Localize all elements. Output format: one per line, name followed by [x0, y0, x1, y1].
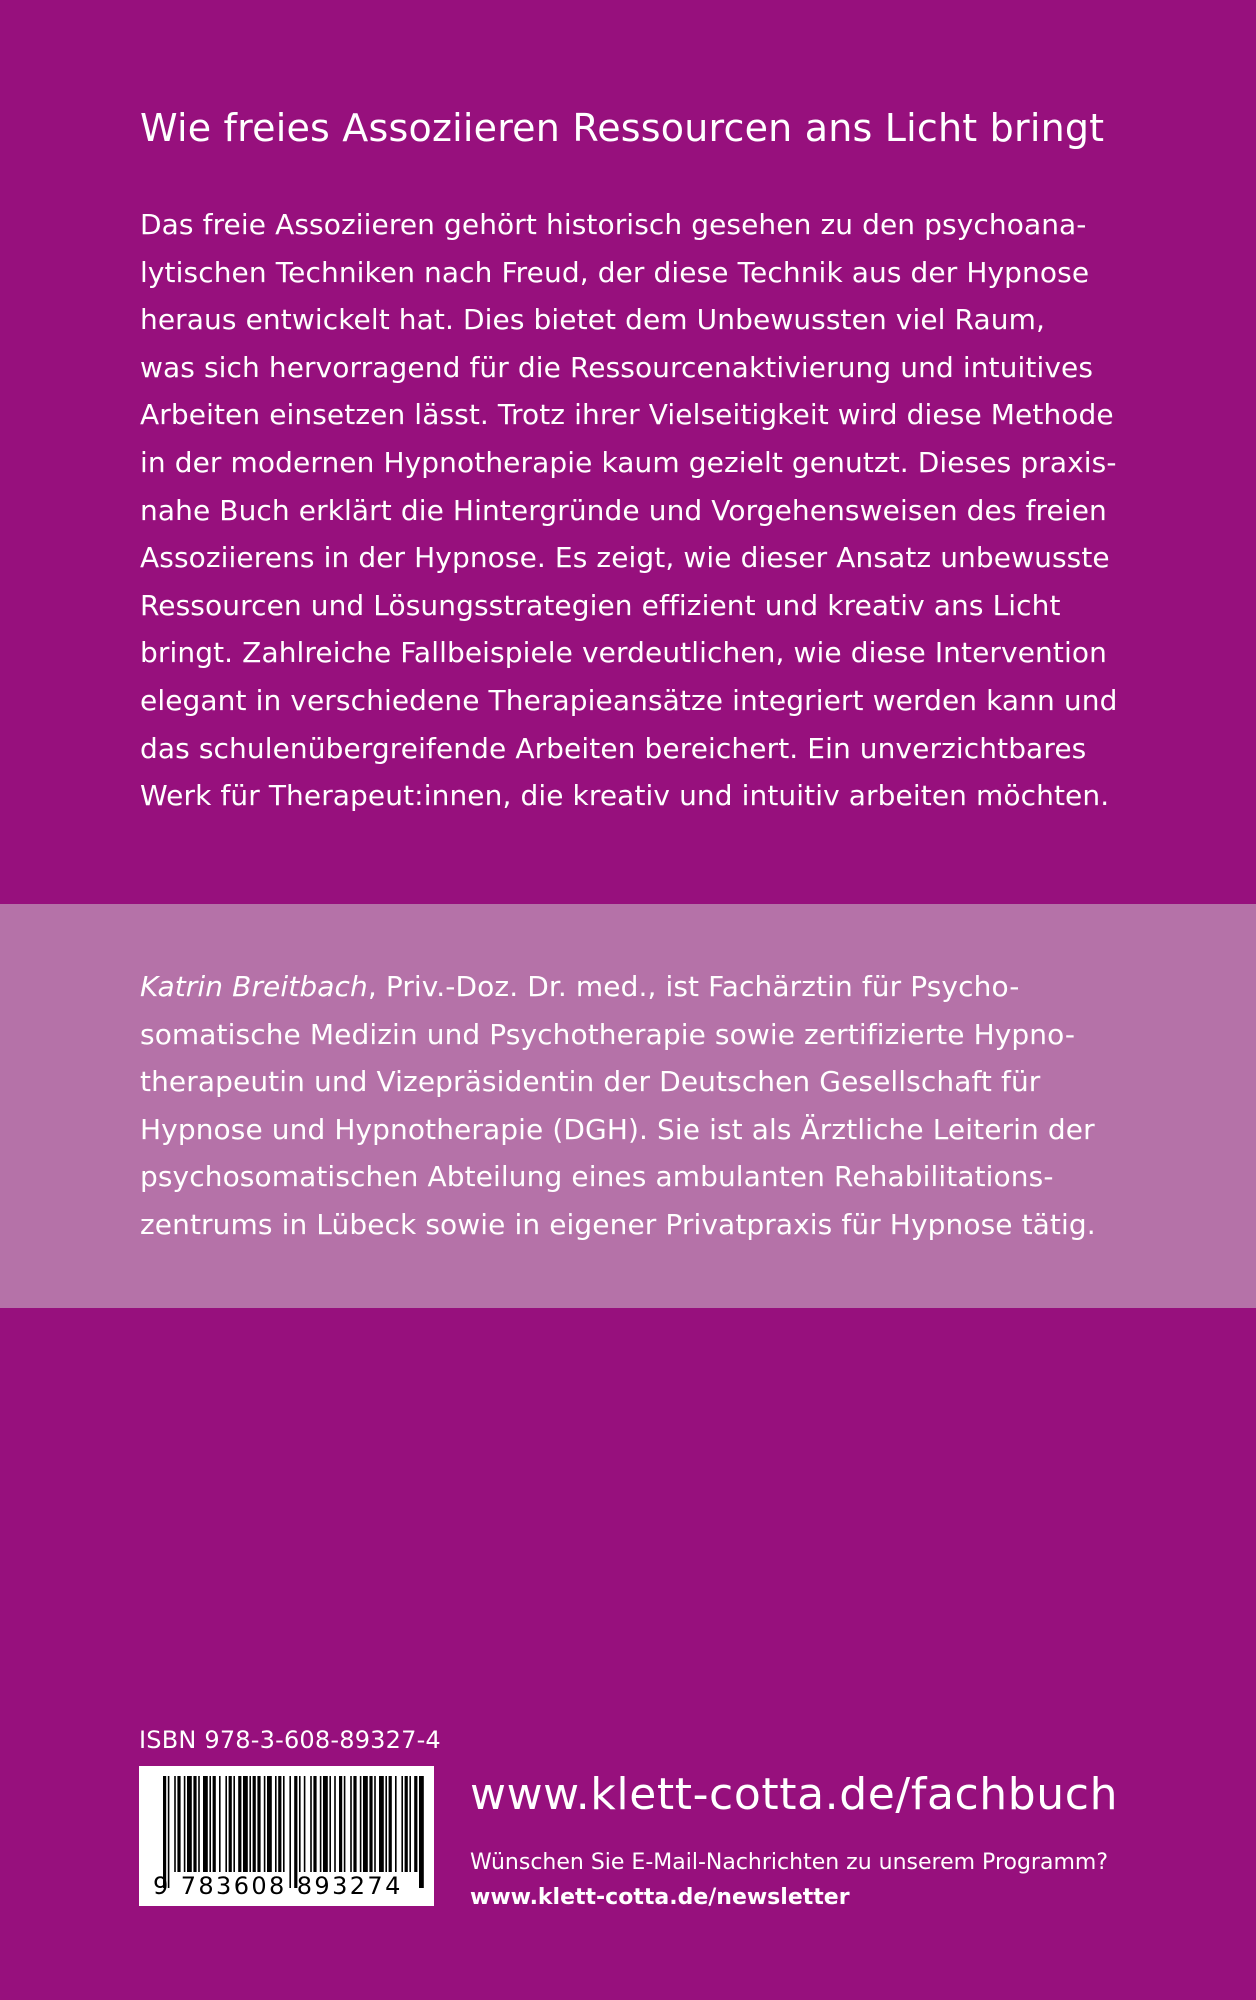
barcode-bar [409, 1776, 411, 1872]
blurb-line: bringt. Zahlreiche Fallbeispiele verdeutlichen, wie diese Intervention [140, 636, 1107, 670]
barcode-bar [374, 1776, 376, 1872]
barcode-bar [243, 1776, 248, 1872]
barcode-bar [339, 1776, 342, 1872]
barcode-bar [353, 1776, 356, 1872]
barcode-bar [233, 1776, 235, 1872]
barcode-bar [310, 1776, 312, 1872]
barcode-bar [283, 1776, 285, 1872]
barcode-bar [275, 1776, 277, 1872]
barcode-bar [395, 1776, 397, 1872]
author-bio-line: Hypnose und Hypnotherapie (DGH). Sie ist als Ärztliche Leiterin der [140, 1112, 1095, 1146]
barcode-bar [229, 1776, 232, 1872]
barcode-bar [267, 1776, 272, 1872]
blurb-text [140, 201, 1130, 820]
barcode-bar [350, 1776, 352, 1872]
barcode-bar [219, 1776, 221, 1872]
barcode-bar [253, 1776, 256, 1872]
barcode-bar [187, 1776, 192, 1872]
author-bio-line: somatische Medizin und Psychotherapie sowie zertifizierte Hypno- [140, 1017, 1076, 1051]
blurb-line: Werk für Therapeut:innen, die kreativ und intuitiv arbeiten möchten. [140, 779, 1110, 813]
barcode-bar [304, 1776, 306, 1872]
barcode-bar [299, 1776, 301, 1872]
barcode-bar [225, 1776, 227, 1872]
barcode-bar [419, 1776, 424, 1888]
barcode-bar [389, 1776, 392, 1872]
barcode-bar [257, 1776, 260, 1872]
barcode-bar [401, 1776, 403, 1872]
blurb-line: Arbeiten einsetzen lässt. Trotz ihrer Vielseitigkeit wird diese Methode [140, 398, 1114, 432]
blurb-line: nahe Buch erklärt die Hintergründe und Vorgehensweisen des freien [140, 493, 1107, 527]
author-bio-first-line: , Priv.-Doz. Dr. med., ist Fachärztin für Psycho- [367, 970, 1020, 1003]
newsletter-prompt: Wünschen Sie E-Mail-Nachrichten zu unserem Programm? [470, 1850, 1108, 1875]
barcode-bar [177, 1776, 180, 1872]
website-link[interactable]: www.klett-cotta.de/fachbuch [470, 1769, 1119, 1820]
blurb-line: Ressourcen und Lösungsstrategien effizient und kreativ ans Licht [140, 588, 1061, 622]
author-name: Katrin Breitbach [140, 970, 368, 1003]
blurb-line: Assoziierens in der Hypnose. Es zeigt, wie dieser Ansatz unbewusste [140, 541, 1110, 575]
blurb-line: lytischen Techniken nach Freud, der diese Technik aus der Hypnose [140, 255, 1090, 289]
barcode-bar [174, 1776, 176, 1872]
author-bio-line [140, 963, 1130, 1011]
barcode-bar [203, 1776, 208, 1872]
barcode-bar [249, 1776, 251, 1872]
blurb-line: heraus entwickelt hat. Dies bietet dem Unbewussten viel Raum, [140, 303, 1045, 337]
barcode-bar [278, 1776, 281, 1872]
barcode-bar [213, 1776, 216, 1872]
author-bio-line: psychosomatischen Abteilung eines ambulanten Rehabilitations- [140, 1160, 1054, 1194]
barcode-bar [264, 1776, 266, 1872]
blurb-heading: Wie freies Assoziieren Ressourcen ans Licht bringt [140, 106, 1105, 150]
blurb-line: was sich hervorragend für die Ressourcenaktivierung und intuitives [140, 350, 1094, 384]
barcode-bar [238, 1776, 241, 1872]
barcode-bar [414, 1776, 417, 1872]
author-bio-line: therapeutin und Vizepräsidentin der Deutschen Gesellschaft für [140, 1065, 1041, 1099]
barcode-bar [329, 1776, 331, 1872]
isbn-label: ISBN 978-3-608-89327-4 [139, 1726, 441, 1754]
barcode-bar [198, 1776, 200, 1872]
barcode-bar [344, 1776, 346, 1872]
blurb-line: in der modernen Hypnotherapie kaum gezielt genutzt. Dieses praxis- [140, 445, 1117, 479]
blurb-line: elegant in verschiedene Therapieansätze integriert werden kann und [140, 683, 1118, 717]
barcode-bar [405, 1776, 408, 1872]
newsletter-link[interactable]: www.klett-cotta.de/newsletter [470, 1885, 850, 1910]
barcode-bar [363, 1776, 368, 1872]
barcode [139, 1766, 434, 1906]
barcode-bar [320, 1776, 322, 1872]
barcode-bar [334, 1776, 336, 1872]
barcode-bar [323, 1776, 328, 1872]
barcode-bar [209, 1776, 211, 1872]
barcode-bar [385, 1776, 387, 1872]
blurb-line: Das freie Assoziieren gehört historisch gesehen zu den psychoana- [140, 208, 1087, 241]
barcode-bar [369, 1776, 372, 1872]
barcode-digits: 9 783608 893274 [153, 1872, 403, 1900]
author-bio-line: zentrums in Lübeck sowie in eigener Privatpraxis für Hypnose tätig. [140, 1207, 1096, 1241]
barcode-bar [379, 1776, 384, 1872]
barcode-bar [360, 1776, 362, 1872]
barcode-bar [193, 1776, 196, 1872]
barcode-bar [184, 1776, 186, 1872]
blurb-line: das schulenübergreifende Arbeiten bereichert. Ein unverzichtbares [140, 731, 1087, 765]
author-bio [140, 963, 1130, 1249]
barcode-bar [313, 1776, 316, 1872]
